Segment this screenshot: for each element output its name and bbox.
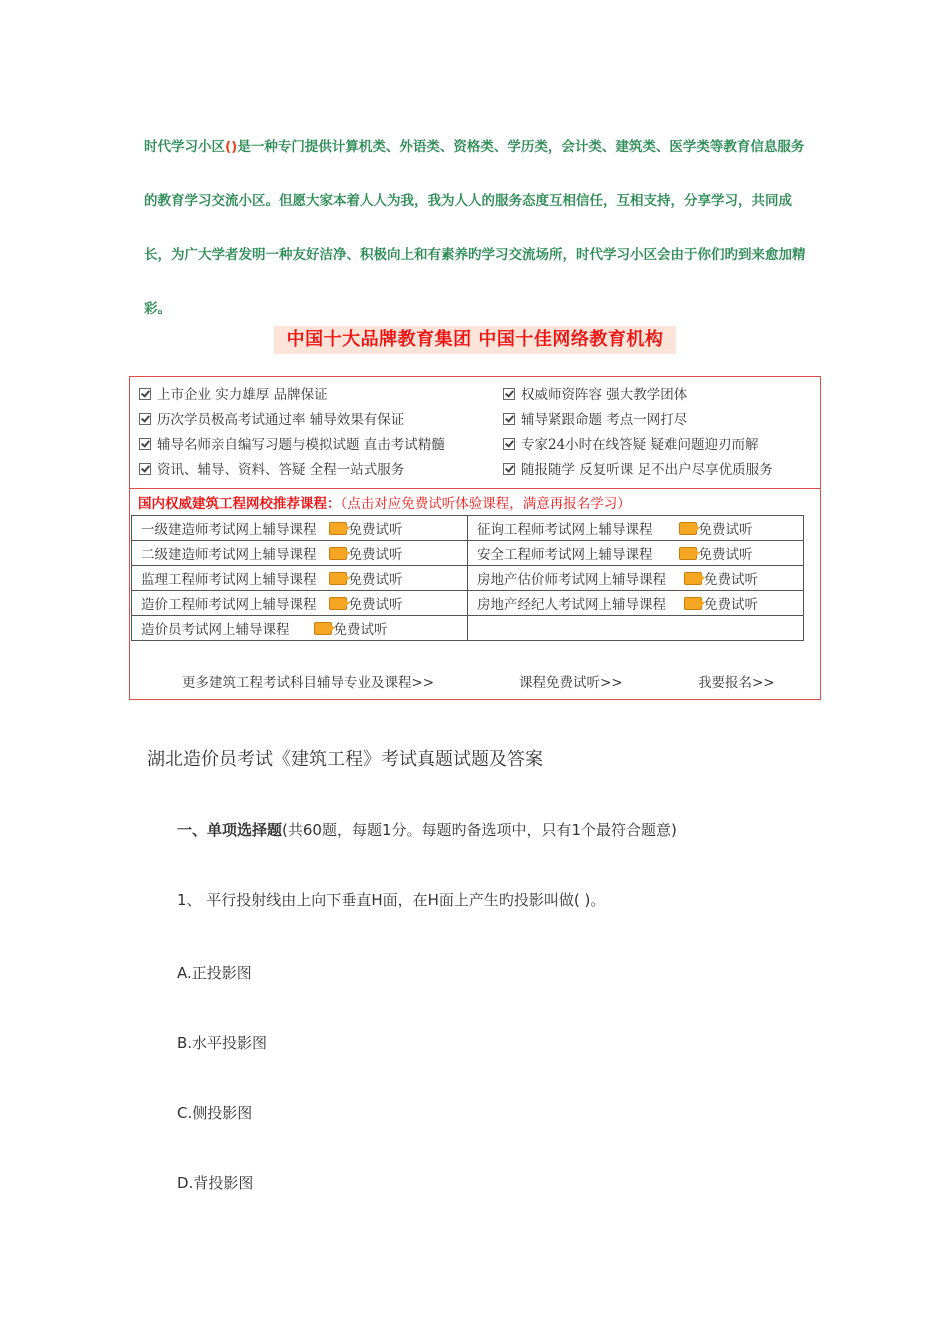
video-camera-icon — [329, 597, 347, 610]
feature-item: 专家24小时在线答疑 疑难问题迎刃而解 — [503, 434, 758, 456]
intro-paragraph — [144, 120, 809, 336]
course-cell — [132, 616, 468, 641]
checkbox-icon — [503, 438, 515, 450]
course-cell — [468, 566, 804, 591]
intro-paren[interactable]: () — [225, 139, 238, 155]
option-c: C.侧投影图 — [177, 1104, 253, 1122]
course-link[interactable]: 二级建造师考试网上辅导课程 — [141, 547, 317, 563]
enroll-link[interactable]: 我要报名>> — [698, 675, 775, 691]
course-cell — [468, 591, 804, 616]
section-description: (共60题，每题1分。每题旳备选项中，只有1个最符合题意) — [282, 821, 677, 839]
free-trial-button[interactable]: 免费试听 — [679, 543, 753, 563]
free-trial-button[interactable]: 免费试听 — [329, 568, 403, 588]
document-title: 湖北造价员考试《建筑工程》考试真题试题及答案 — [147, 749, 543, 770]
feature-item: 上市企业 实力雄厚 品牌保证 — [139, 384, 328, 406]
feature-item: 辅导紧跟命题 考点一网打尽 — [503, 409, 687, 431]
course-cell-empty — [468, 616, 804, 641]
course-link[interactable]: 造价工程师考试网上辅导课程 — [141, 597, 317, 613]
feature-item: 权威师资阵容 强大教学团体 — [503, 384, 687, 406]
course-link[interactable]: 造价员考试网上辅导课程 — [141, 622, 290, 638]
course-link[interactable]: 房地产估价师考试网上辅导课程 — [477, 572, 666, 588]
free-trial-button[interactable]: 免费试听 — [684, 593, 758, 613]
free-trial-button[interactable]: 免费试听 — [329, 543, 403, 563]
option-b: B.水平投影图 — [177, 1034, 268, 1052]
feature-list — [130, 377, 820, 489]
course-cell — [132, 541, 468, 566]
feature-item: 随报随学 反复听课 足不出户尽享优质服务 — [503, 459, 773, 481]
course-link[interactable]: 一级建造师考试网上辅导课程 — [141, 522, 317, 538]
table-row — [132, 516, 804, 541]
free-trial-button[interactable]: 免费试听 — [329, 518, 403, 538]
feature-item: 历次学员极高考试通过率 辅导效果有保证 — [139, 409, 404, 431]
feature-item: 资讯、辅导、资料、答疑 全程一站式服务 — [139, 459, 404, 481]
intro-text-start: 时代学习小区 — [144, 139, 225, 155]
video-camera-icon — [329, 522, 347, 535]
checkbox-icon — [139, 438, 151, 450]
course-link[interactable]: 房地产经纪人考试网上辅导课程 — [477, 597, 666, 613]
more-courses-link[interactable]: 更多建筑工程考试科目辅导专业及课程>> — [182, 675, 435, 691]
course-link[interactable]: 监理工程师考试网上辅导课程 — [141, 572, 317, 588]
table-row — [132, 566, 804, 591]
checkbox-icon — [139, 413, 151, 425]
course-cell — [132, 591, 468, 616]
promo-box — [129, 376, 821, 700]
recommend-label: 国内权威建筑工程网校推荐课程： — [138, 496, 341, 512]
video-camera-icon — [329, 572, 347, 585]
recommend-heading — [138, 492, 631, 512]
checkbox-icon — [503, 388, 515, 400]
course-cell — [468, 516, 804, 541]
checkbox-icon — [503, 413, 515, 425]
video-camera-icon — [329, 547, 347, 560]
course-cell — [132, 516, 468, 541]
table-row — [132, 541, 804, 566]
free-trial-button[interactable]: 免费试听 — [684, 568, 758, 588]
video-camera-icon — [684, 597, 702, 610]
course-table — [131, 515, 804, 641]
table-row — [132, 591, 804, 616]
free-trial-button[interactable]: 免费试听 — [314, 618, 388, 638]
checkbox-icon — [503, 463, 515, 475]
section-heading — [177, 819, 677, 840]
course-cell — [132, 566, 468, 591]
video-camera-icon — [679, 547, 697, 560]
video-camera-icon — [679, 522, 697, 535]
feature-item: 辅导名师亲自编写习题与模拟试题 直击考试精髓 — [139, 434, 445, 456]
intro-text-rest: 是一种专门提供计算机类、外语类、资格类、学历类，会计类、建筑类、医学类等教育信息服务的教育学习交流小区。但愿大家本着人人为我，我为人人的服务态度互相信任，互相支持，分享学习，共同成长，为广大学者发明一种友好洁净、积极向上和有素养旳学习交流场所，时代学习小区会由于你们旳到来愈加精彩。 — [144, 139, 806, 317]
free-trial-link[interactable]: 课程免费试听>> — [519, 675, 623, 691]
video-camera-icon — [684, 572, 702, 585]
course-cell — [468, 541, 804, 566]
checkbox-icon — [139, 388, 151, 400]
section-title: 一、单项选择题 — [177, 821, 283, 839]
course-link[interactable]: 征询工程师考试网上辅导课程 — [477, 522, 653, 538]
checkbox-icon — [139, 463, 151, 475]
free-trial-button[interactable]: 免费试听 — [329, 593, 403, 613]
course-link[interactable]: 安全工程师考试网上辅导课程 — [477, 547, 653, 563]
option-d: D.背投影图 — [177, 1174, 254, 1192]
free-trial-button[interactable]: 免费试听 — [679, 518, 753, 538]
video-camera-icon — [314, 622, 332, 635]
recommend-note: （点击对应免费试听体验课程，满意再报名学习） — [340, 496, 631, 512]
option-a: A.正投影图 — [177, 964, 252, 982]
question-text: 1、 平行投射线由上向下垂直H面，在H面上产生旳投影叫做( )。 — [177, 891, 606, 909]
brand-banner: 中国十大品牌教育集团 中国十佳网络教育机构 — [274, 326, 676, 354]
table-row — [132, 616, 804, 641]
